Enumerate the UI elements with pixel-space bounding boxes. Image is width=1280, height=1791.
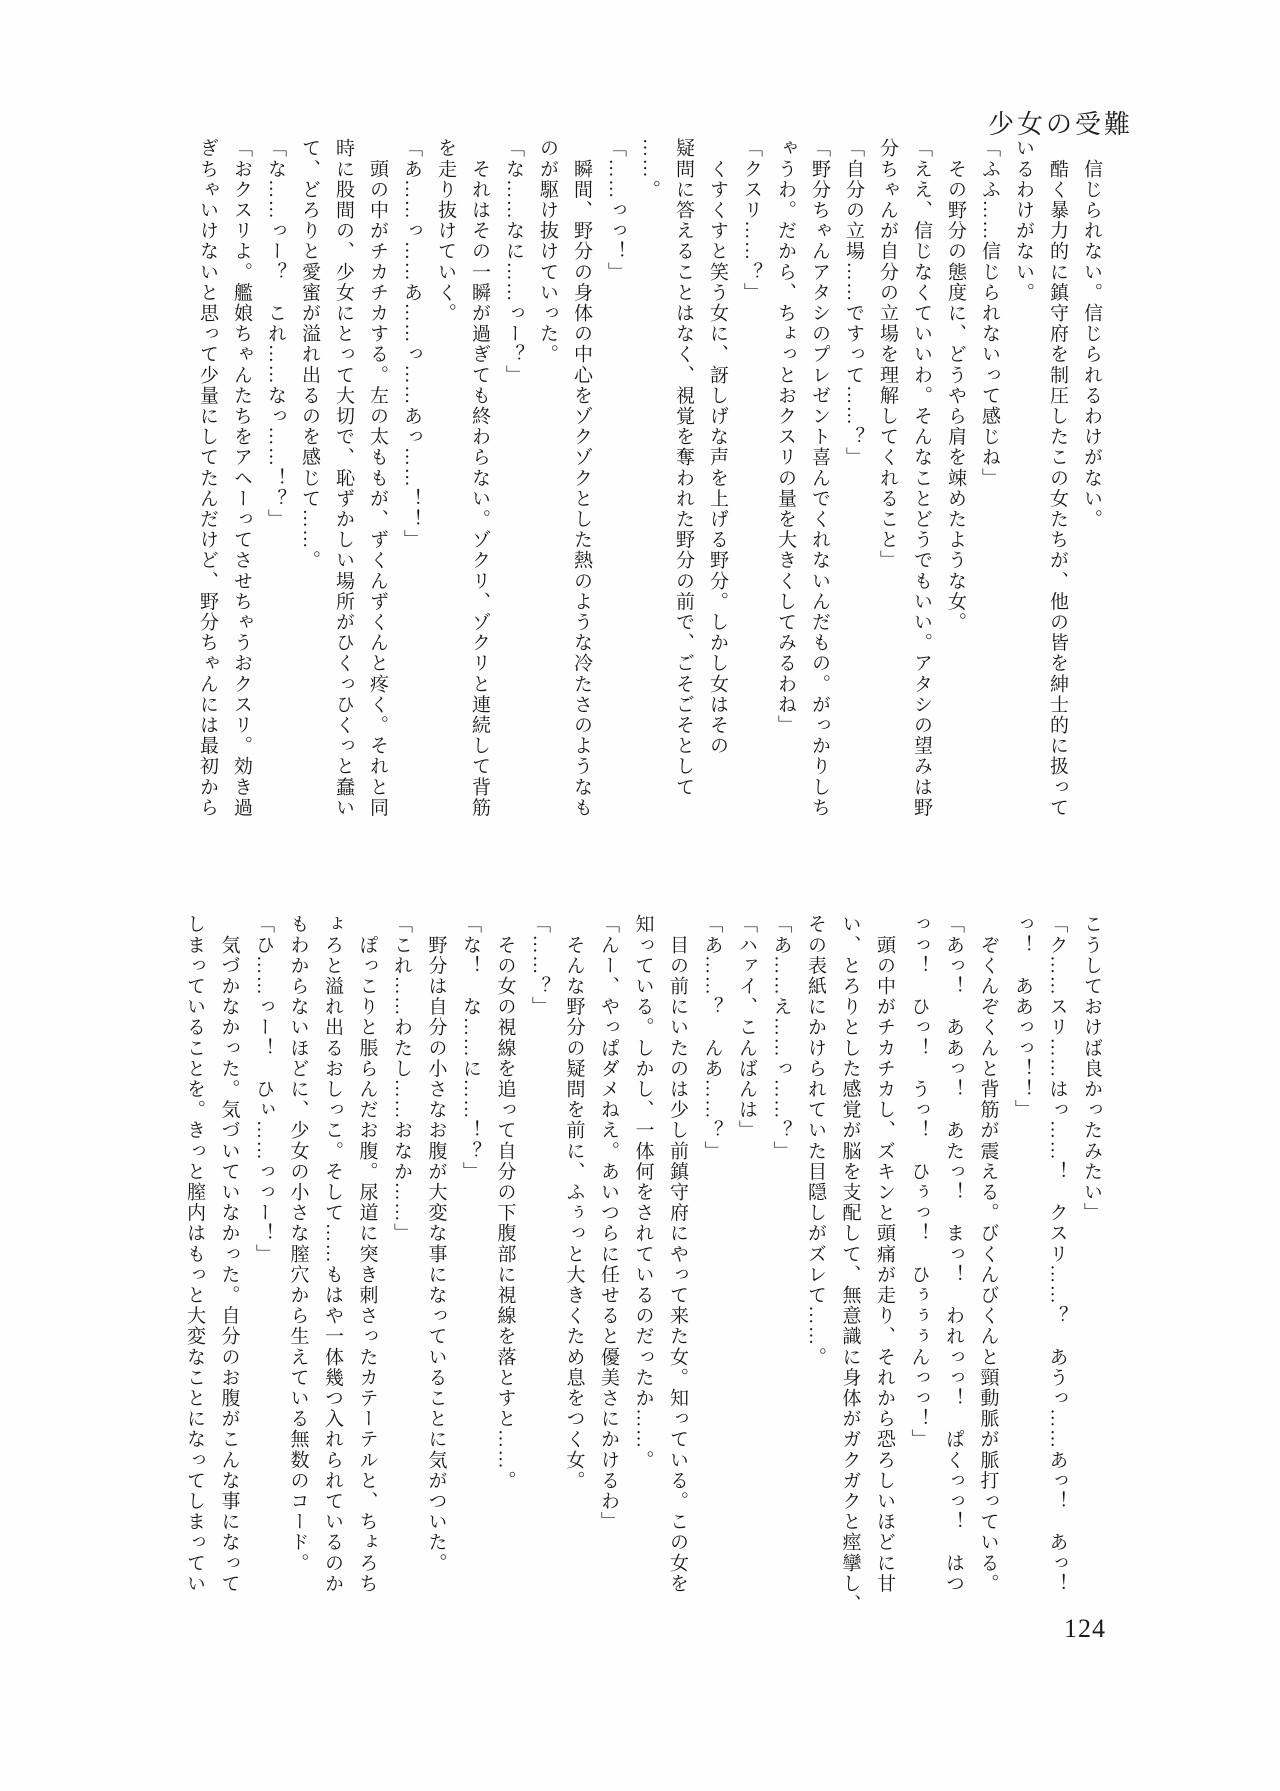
text-line: くすくすと笑う女に、訝しげな声を上げる野分。しかし女はその bbox=[707, 138, 728, 756]
text-line: 「んー、やっぱダメねえ。あいつらに任せると優美さにかけるわ」 bbox=[598, 914, 619, 1532]
text-line: ょろと溢れ出るおしっこ。そして……もはや一体幾つ入れられているのか bbox=[322, 914, 343, 1594]
text-line: 「な……なに……っー？」 bbox=[503, 138, 524, 386]
text-line: 「あっ！ ああっ！ あたっ！ まっ！ われっっ！ ぱくっっ！ はつ bbox=[943, 914, 964, 1594]
bottom-text-block bbox=[177, 914, 1109, 1650]
text-line: 「あ……え……っ……？」 bbox=[770, 914, 792, 1162]
text-line: ぽっこりと脹らんだお腹。尿道に突き刺さったカテーテルと、ちょろち bbox=[356, 914, 378, 1594]
text-line: その野分の態度に、どうやら肩を竦めたような女。 bbox=[945, 138, 966, 633]
text-line: 「おクスリよ。艦娘ちゃんたちをアヘーってさせちゃうおクスリ。効き過 bbox=[231, 138, 252, 818]
text-line: いるわけがない。 bbox=[1013, 138, 1034, 303]
text-line: て、どろりと愛蜜が溢れ出るのを感じて……。 bbox=[299, 138, 320, 571]
top-text-block bbox=[190, 138, 1108, 852]
text-line: 「自分の立場……ですって……？」 bbox=[843, 138, 864, 468]
text-line: それはその一瞬が過ぎても終わらない。ゾクリ、ゾクリと連続して背筋 bbox=[469, 138, 490, 818]
text-line: 「あ……っ……あ……っ……あっ……！！」 bbox=[401, 138, 422, 550]
text-line: 「ク……スリ……はっ……！ クスリ……？ あうっ……あっ！ あっ！ bbox=[1046, 914, 1068, 1594]
text-line: もわからないほどに、少女の小さな膣穴から生えている無数のコード。 bbox=[287, 914, 309, 1574]
text-line: 気づかなかった。気づいていなかった。自分のお腹がこんな事になって bbox=[218, 914, 240, 1594]
text-line: い、とろりとした感覚が脳を支配して、無意識に身体がガクガクと痙攣し、 bbox=[839, 914, 861, 1615]
text-line: ゃうわ。だから、ちょっとおクスリの量を大きくしてみるわね」 bbox=[775, 138, 796, 736]
text-line: 知っている。しかし、一体何をされているのだったか……。 bbox=[632, 914, 654, 1471]
text-line: 「ふふ……信じられないって感じね」 bbox=[979, 138, 1000, 489]
text-line: っっ！ ひっ！ うっ！ ひぅっ！ ひぅぅぅんっっ！」 bbox=[908, 914, 930, 1450]
text-line: 信じられない。信じられるわけがない。 bbox=[1081, 138, 1102, 530]
text-line: 時に股間の、少女にとって大切で、恥ずかしい場所がひくっひくっと蠢い bbox=[333, 138, 354, 818]
text-line: 「あ……？ んあ……？」 bbox=[701, 914, 723, 1162]
text-line: 「……？」 bbox=[529, 914, 550, 1017]
text-line: 瞬間、野分の身体の中心をゾクゾクとした熱のような冷たさのようなも bbox=[571, 138, 592, 818]
text-line: 酷く暴力的に鎮守府を制圧したこの女たちが、他の皆を紳士的に扱って bbox=[1047, 138, 1068, 818]
text-line: ……。 bbox=[639, 138, 660, 200]
text-line: ぞくんぞくんと背筋が震える。びくんびくんと頸動脈が脈打っている。 bbox=[977, 914, 999, 1594]
text-line: こうしておけば良かったみたい」 bbox=[1081, 914, 1102, 1223]
text-line: 目の前にいたのは少し前鎮守府にやって来た女。知っている。この女を bbox=[667, 914, 688, 1594]
page-header-title: 少女の受難 bbox=[988, 110, 1134, 139]
text-line: その表紙にかけられていた目隠しがズレて……。 bbox=[805, 914, 826, 1368]
text-line: ぎちゃいけないと思って少量にしてたんだけど、野分ちゃんには最初から bbox=[197, 138, 218, 818]
text-line: 疑問に答えることはなく、視覚を奪われた野分の前で、ごそごそとして bbox=[673, 138, 694, 798]
text-line: 「ハァイ、こんばんは」 bbox=[736, 914, 757, 1141]
text-line: 「これ……わたし……おなか……」 bbox=[391, 914, 412, 1244]
text-line: 野分は自分の小さなお腹が大変な事になっていることに気がついた。 bbox=[425, 914, 447, 1574]
text-line: しまっていることを。きっと膣内はもっと大変なことになってしまってい bbox=[184, 914, 205, 1594]
text-line: 分ちゃんが自分の立場を理解してくれること」 bbox=[877, 138, 898, 571]
text-line: 頭の中がチカチカする。左の太ももが、ずくんずくんと疼く。それと同 bbox=[367, 138, 388, 818]
text-line: のが駆け抜けていった。 bbox=[537, 138, 558, 365]
text-line: を走り抜けていく。 bbox=[435, 138, 456, 324]
text-line: 「クスリ……？」 bbox=[741, 138, 762, 303]
text-line: そんな野分の疑問を前に、ふぅっと大きくため息をつく女。 bbox=[563, 914, 585, 1491]
text-line: 頭の中がチカチカし、ズキンと頭痛が走り、それから恐ろしいほどに甘 bbox=[874, 914, 895, 1594]
text-line: 「ええ、信じなくていいわ。そんなことどうでもいい。アタシの望みは野 bbox=[911, 138, 932, 818]
text-line: その女の視線を追って自分の下腹部に視線を落とすと……。 bbox=[494, 914, 516, 1491]
text-line: 「な！ な……に……！？」 bbox=[460, 914, 481, 1182]
text-line: 「な……っー？ これ……なっ……！？」 bbox=[265, 138, 286, 530]
text-line: っ！ ああっっ！！」 bbox=[1012, 914, 1033, 1120]
page-number: 124 bbox=[1064, 1614, 1106, 1643]
text-line: 「ひ……っー！ ひぃ……っっー！」 bbox=[253, 914, 274, 1265]
text-line: 「野分ちゃんアタシのプレゼント喜んでくれないんだもの。がっかりしち bbox=[809, 138, 830, 818]
text-line: 「……っっ！」 bbox=[605, 138, 626, 283]
